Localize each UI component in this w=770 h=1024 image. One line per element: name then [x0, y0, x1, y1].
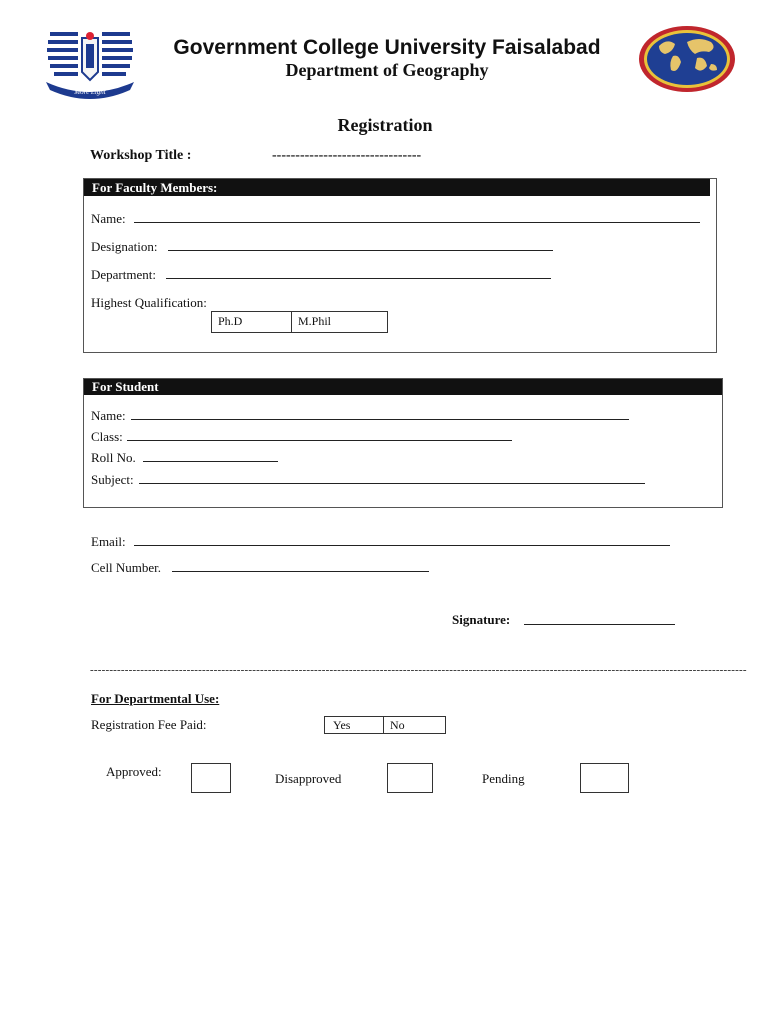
designation-label: Designation: [91, 239, 158, 254]
subject-field[interactable] [139, 483, 645, 484]
department-name: Department of Geography [285, 60, 489, 80]
student-name-field[interactable] [131, 419, 629, 420]
qualification-options [211, 311, 388, 333]
qualification-label: Highest Qualification: [91, 295, 207, 310]
qualification-option-phd[interactable]: Ph.D [212, 312, 292, 332]
crest-motto: More Light [74, 88, 106, 96]
department-label: Department: [91, 267, 156, 282]
pending-checkbox[interactable] [580, 763, 629, 793]
fee-paid-options [324, 716, 446, 734]
designation-field[interactable] [168, 250, 553, 251]
student-section-header: For Student [84, 379, 722, 395]
form-title: Registration [337, 115, 433, 135]
cell-number-label: Cell Number. [91, 560, 162, 575]
workshop-title-label: Workshop Title : [90, 148, 192, 163]
faculty-name-field[interactable] [134, 222, 700, 223]
faculty-section [83, 178, 717, 353]
fee-option-no[interactable]: No [390, 718, 405, 732]
approved-label: Approved: [106, 764, 162, 779]
qualification-option-mphil[interactable]: M.Phil [298, 314, 332, 328]
email-label: Email: [91, 534, 126, 549]
geography-globe-logo [637, 24, 737, 94]
departmental-use-header: For Departmental Use: [91, 691, 220, 706]
approved-checkbox[interactable] [191, 763, 231, 793]
university-crest-logo [40, 28, 140, 100]
pending-label: Pending [482, 771, 525, 786]
signature-field[interactable] [524, 624, 675, 625]
disapproved-label: Disapproved [275, 771, 342, 786]
fee-option-yes[interactable]: Yes [325, 717, 384, 733]
fee-paid-label: Registration Fee Paid: [91, 717, 207, 732]
disapproved-checkbox[interactable] [387, 763, 433, 793]
signature-label: Signature: [452, 612, 511, 627]
separator-line: -------------------------------------------------------------------------------------------------------------------------------------------------------------------------- [90, 664, 747, 676]
roll-no-label: Roll No. [91, 450, 136, 465]
email-field[interactable] [134, 545, 670, 546]
department-field[interactable] [166, 278, 551, 279]
student-name-label: Name: [91, 408, 126, 423]
university-name: Government College University Faisalabad [173, 36, 601, 59]
class-field[interactable] [127, 440, 512, 441]
faculty-section-header: For Faculty Members: [84, 179, 710, 196]
subject-label: Subject: [91, 472, 134, 487]
class-label: Class: [91, 429, 123, 444]
workshop-title-value[interactable]: -------------------------------- [272, 148, 422, 163]
student-section [83, 378, 723, 508]
faculty-name-label: Name: [91, 211, 126, 226]
roll-no-field[interactable] [143, 461, 278, 462]
cell-number-field[interactable] [172, 571, 429, 572]
